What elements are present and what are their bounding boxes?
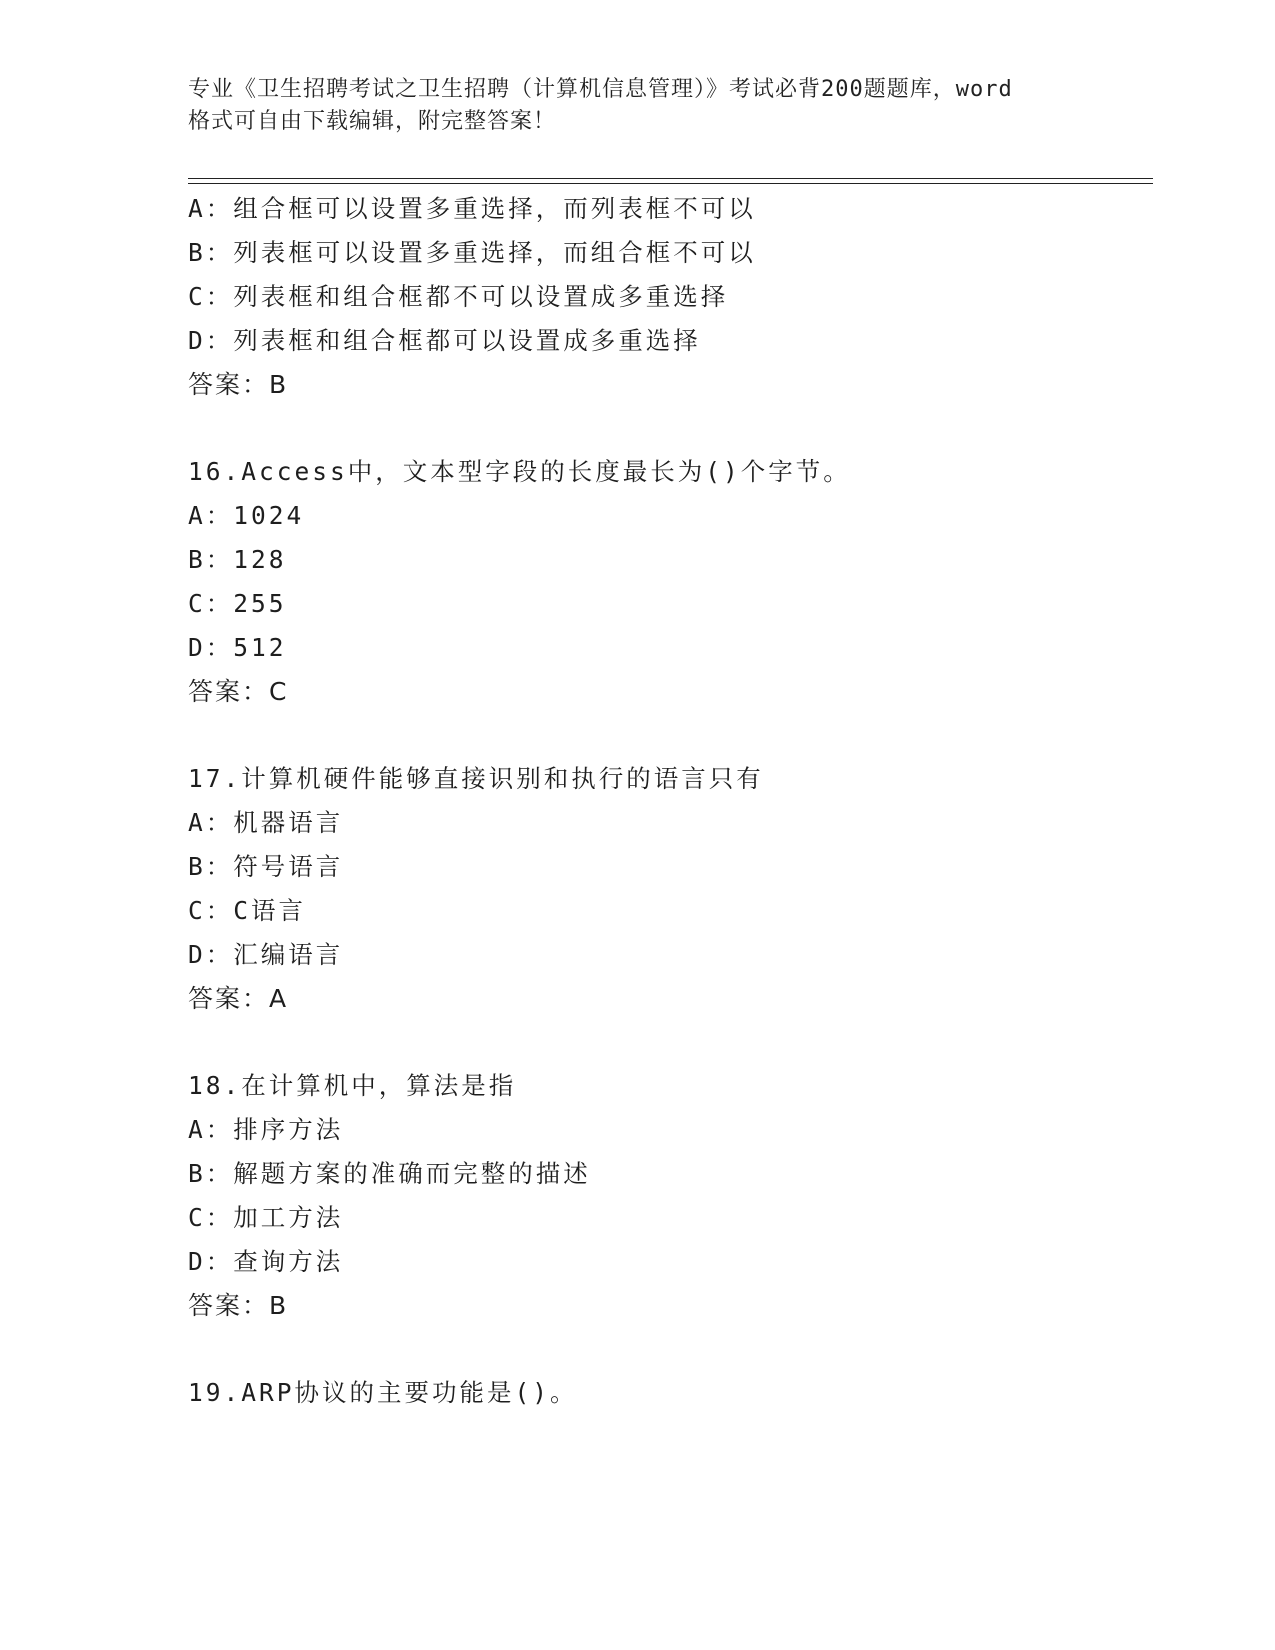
q16-question: 16.Access中，文本型字段的长度最长为()个字节。 bbox=[188, 457, 851, 486]
q18-option-c: C：加工方法 bbox=[188, 1203, 344, 1232]
q16-option-c: C：255 bbox=[188, 589, 287, 618]
q18-option-a: A：排序方法 bbox=[188, 1115, 344, 1144]
q17-option-d: D：汇编语言 bbox=[188, 940, 344, 969]
q17-answer: 答案：A bbox=[188, 984, 289, 1013]
q17-option-c: C：C语言 bbox=[188, 896, 307, 925]
q15-option-b: B：列表框可以设置多重选择，而组合框不可以 bbox=[188, 238, 756, 267]
q16-option-b: B：128 bbox=[188, 545, 287, 574]
q16-option-d: D：512 bbox=[188, 633, 287, 662]
q19-question: 19.ARP协议的主要功能是()。 bbox=[188, 1378, 578, 1407]
q15-option-c: C：列表框和组合框都不可以设置成多重选择 bbox=[188, 282, 729, 311]
header-line-1: 专业《卫生招聘考试之卫生招聘（计算机信息管理）》考试必背200题题库，word bbox=[188, 77, 1013, 102]
q15-option-a: A：组合框可以设置多重选择，而列表框不可以 bbox=[188, 194, 756, 223]
q18-option-d: D：查询方法 bbox=[188, 1247, 344, 1276]
header-divider-bottom bbox=[188, 183, 1153, 184]
header-divider-top bbox=[188, 178, 1153, 179]
q18-question: 18.在计算机中，算法是指 bbox=[188, 1071, 517, 1100]
q17-question: 17.计算机硬件能够直接识别和执行的语言只有 bbox=[188, 764, 764, 793]
q15-option-d: D：列表框和组合框都可以设置成多重选择 bbox=[188, 326, 701, 355]
q15-answer: 答案：B bbox=[188, 370, 289, 399]
q16-option-a: A：1024 bbox=[188, 501, 305, 530]
document-header bbox=[188, 74, 1098, 138]
q16-answer: 答案：C bbox=[188, 677, 289, 706]
q17-option-b: B：符号语言 bbox=[188, 852, 344, 881]
q17-option-a: A：机器语言 bbox=[188, 808, 344, 837]
q18-option-b: B：解题方案的准确而完整的描述 bbox=[188, 1159, 591, 1188]
header-line-2: 格式可自由下载编辑，附完整答案！ bbox=[188, 109, 557, 134]
q18-answer: 答案：B bbox=[188, 1291, 289, 1320]
